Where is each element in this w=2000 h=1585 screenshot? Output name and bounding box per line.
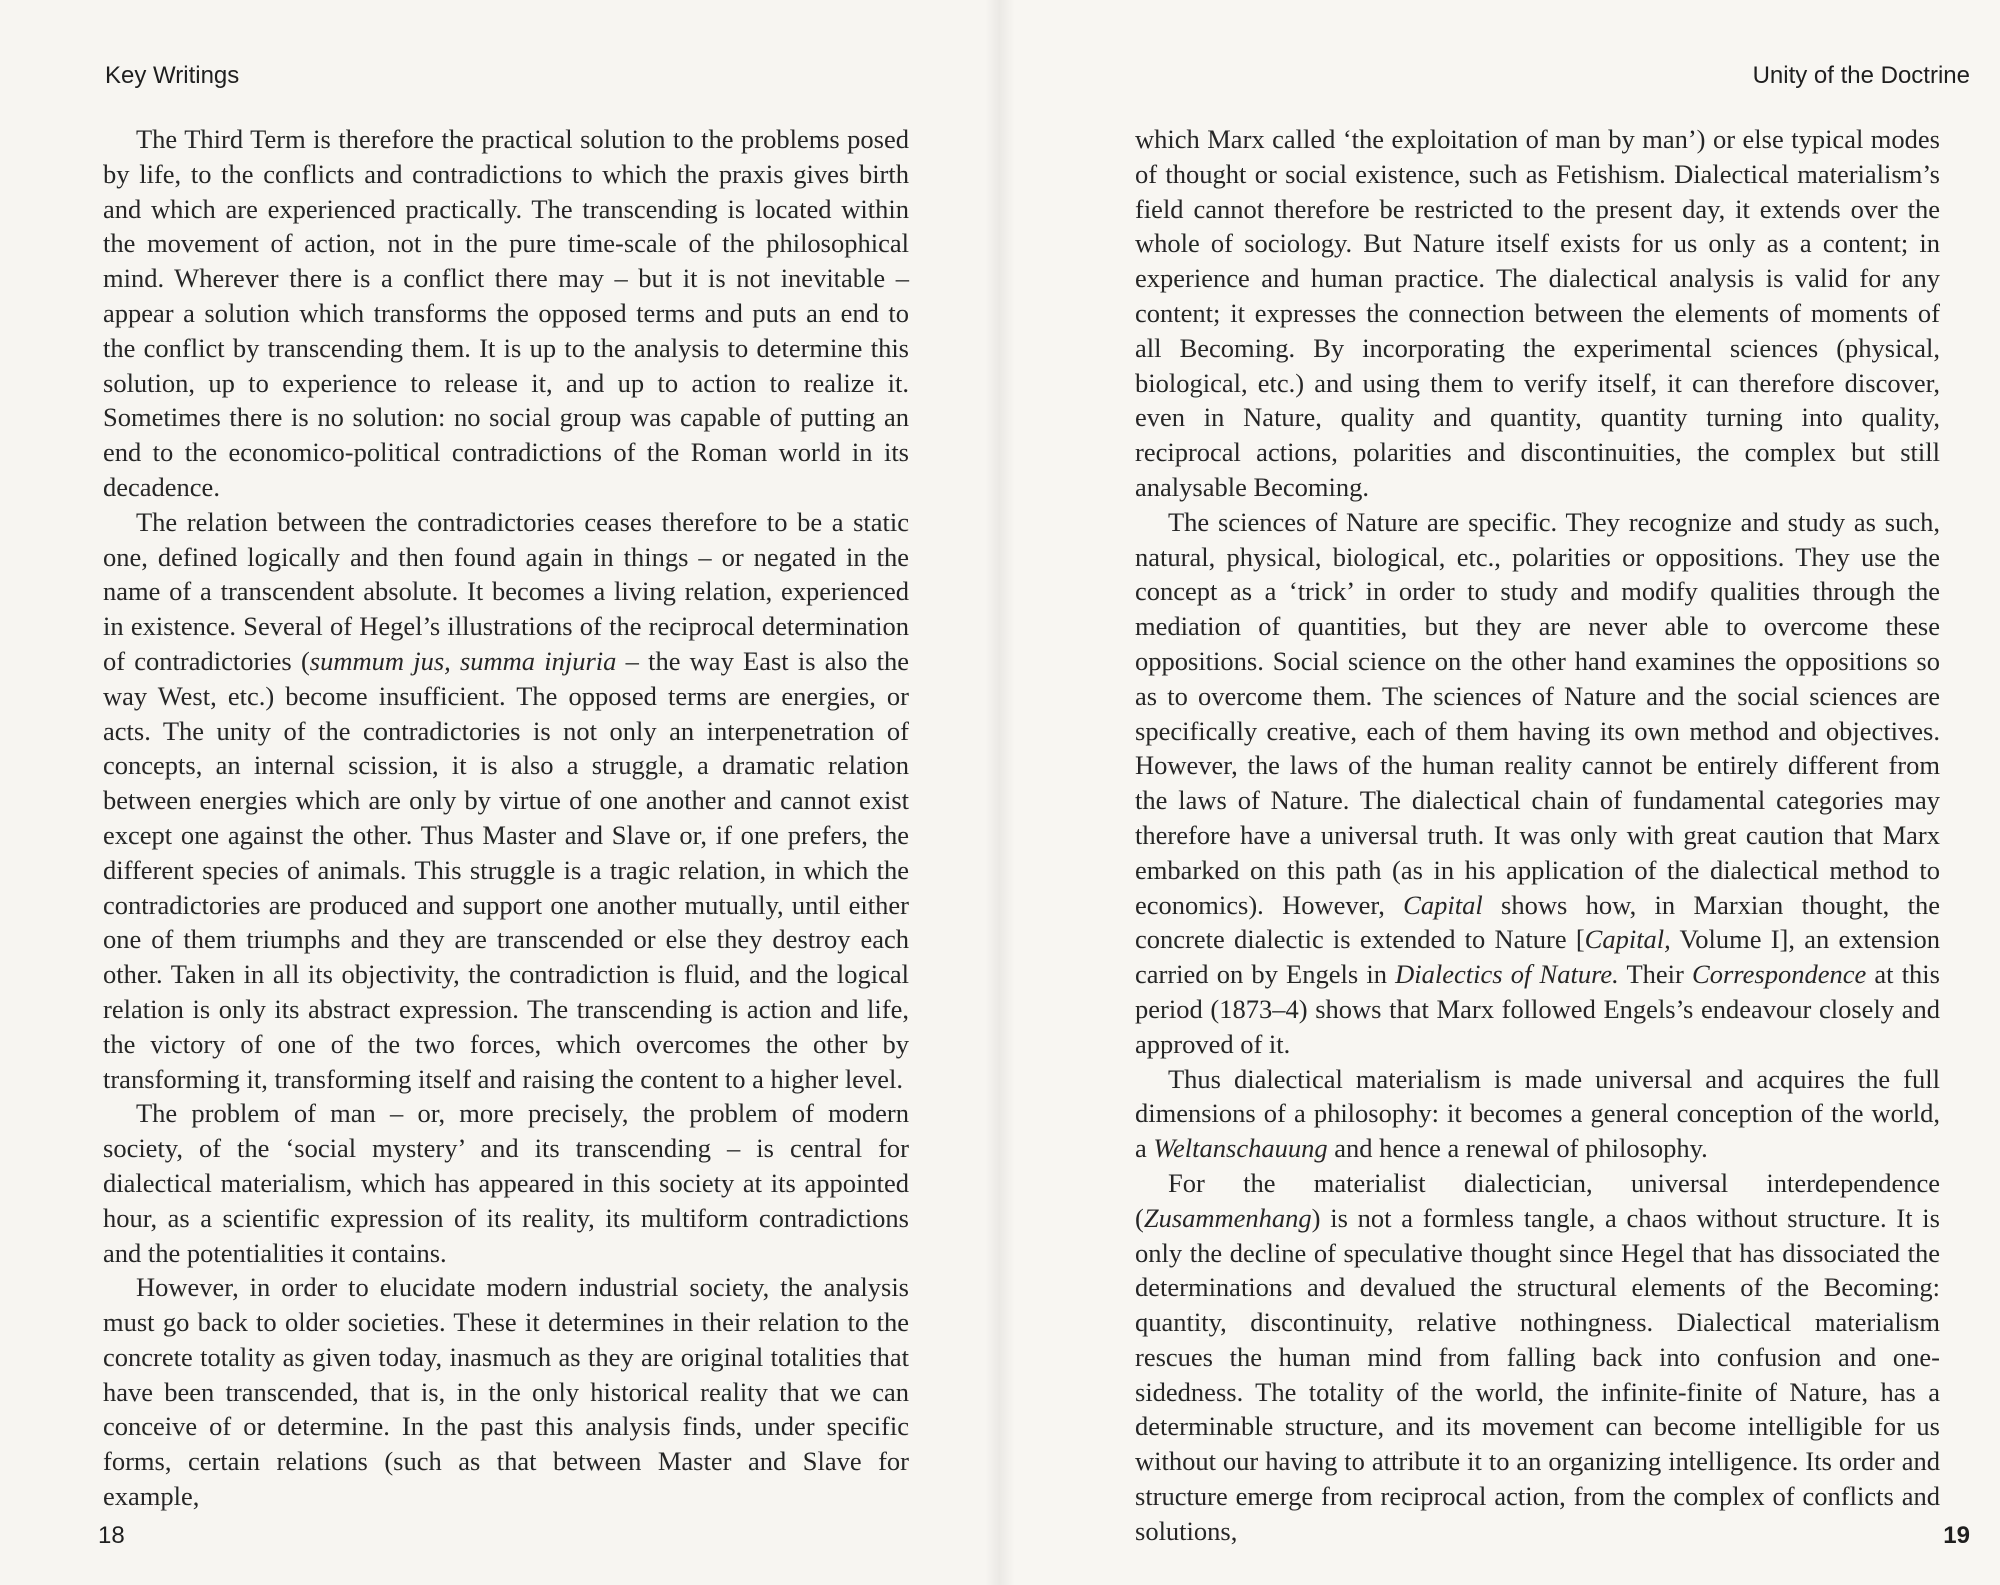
text-run: which Marx called ‘the exploitation of man by man’) or else typical modes of thought or social existence, such as Fetishism. Dialectical materialism’s field cannot therefore be restricted to the present day, it extends over the whole of sociology. But Nature itself exists for us only as a content; in experience and human practice. The dialectical analysis is valid for any content; it expresses the connection between the elements of moments of all Becoming. By incorporating the experimental sciences (physical, biological, etc.) and using them to verify itself, it can therefore discover, even in Nature, quality and quantity, quantity turning into quality, reciprocal actions, polarities and discontinuities, the complex but still analysable Becoming.	[1135, 124, 1940, 502]
running-head-right: Unity of the Doctrine	[1752, 62, 1970, 89]
text-run: The Third Term is therefore the practical solution to the problems posed by life, to the conflicts and contradictions to which the praxis gives birth and which are experienced practically. The transcending is located within the movement of action, not in the pure time-scale of the philosophical mind. Wherever there is a conflict there may – but it is not inevitable – appear a solution which transforms the opposed terms and puts an end to the conflict by transcending them. It is up to the analysis to determine this solution, up to experience to release it, and up to action to realize it. Sometimes there is no solution: no social group was capable of putting an end to the economico-political contradictions of the Roman world in its decadence.	[103, 124, 909, 502]
paragraph	[103, 505, 909, 1097]
paragraph	[103, 1270, 909, 1514]
right-page	[1000, 0, 2000, 1585]
page-number-left: 18	[98, 1522, 125, 1549]
text-run: shows how, in Marxian thought, the concrete dialectic is extended to Nature [	[1135, 889, 1940, 955]
italic-run: Correspondence	[1692, 959, 1867, 990]
text-run: The sciences of Nature are specific. They recognize and study as such, natural, physical, biological, etc., polarities or oppositions. They use the concept as a ‘trick’ in order to study and modify qualities through the mediation of quantities, but they are never able to overcome these oppositions. Social science on the other hand examines the oppositions so as to overcome them. The sciences of Nature and the social sciences are specifically creative, each of them having its own method and objectives. However, the laws of the human reality cannot be entirely different from the laws of Nature. The dialectical chain of fundamental categories may therefore have a universal truth. It was only with great caution that Marx embarked on this path (as in his application of the dialectical method to economics). However,	[1135, 506, 1940, 920]
book-gutter	[985, 0, 1015, 1585]
italic-run: Weltanschauung	[1153, 1133, 1328, 1164]
paragraph	[1135, 122, 1940, 505]
text-run: – the way East is also the way West, etc.) become insufficient. The opposed terms are energies, or acts. The unity of the contradictories is not only an interpenetration of concepts, an internal scission, it is also a struggle, a dramatic relation between energies which are only by virtue of one another and cannot exist except one against the other. Thus Master and Slave or, if one prefers, the different species of animals. This struggle is a tragic relation, in which the contradictories are produced and support one another mutually, until either one of them triumphs and they are transcended or else they destroy each other. Taken in all its objectivity, the contradiction is fluid, and the logical relation is only its abstract expression. The transcending is action and life, the victory of one of the two forces, which overcomes the other by transforming it, transforming itself and raising the content to a higher level.	[103, 645, 909, 1094]
text-run: The problem of man – or, more precisely, the problem of modern society, of the ‘social mystery’ and its transcending – is central for dialectical materialism, which has appeared in this society at its appointed hour, as a scientific expression of its reality, its multiform contradictions and the potentialities it contains.	[103, 1098, 909, 1268]
text-run: Thus dialectical materialism is made universal and acquires the full dimensions of a philosophy: it becomes a general conception of the world, a	[1135, 1063, 1940, 1164]
text-run: Their	[1618, 959, 1693, 990]
paragraph	[103, 1096, 909, 1270]
running-head-left: Key Writings	[105, 62, 240, 89]
text-run: Volume I], an extension carried on by Engels in	[1135, 924, 1940, 990]
italic-run: Zusammenhang	[1143, 1202, 1312, 1233]
paragraph	[103, 122, 909, 505]
body-text-right	[1135, 122, 1940, 1549]
paragraph	[1135, 1166, 1940, 1549]
text-run: However, in order to elucidate modern industrial society, the analysis must go back to older societies. These it determines in their relation to the concrete totality as given today, inasmuch as they are original totalities that have been transcended, that is, in the only historical reality that we can conceive of or determine. In the past this analysis finds, under specific forms, certain relations (such as that between Master and Slave for example,	[103, 1272, 909, 1512]
body-text-left	[103, 122, 909, 1514]
text-run: The relation between the contradictories ceases therefore to be a static one, defined logically and then found again in things – or negated in the name of a transcendent absolute. It becomes a living relation, experienced in existence. Several of Hegel’s illustrations of the reciprocal determination of contradictories (	[103, 506, 909, 676]
italic-run: Capital	[1403, 889, 1483, 920]
italic-run: Capital,	[1584, 924, 1671, 955]
page-number-right: 19	[1943, 1522, 1970, 1549]
italic-run: summum jus, summa injuria	[309, 645, 617, 676]
paragraph	[1135, 1062, 1940, 1166]
text-run: ) is not a formless tangle, a chaos without structure. It is only the decline of speculative thought since Hegel that has dissociated the determinations and devalued the structural elements of the Becoming: quantity, discontinuity, relative nothingness. Dialectical materialism rescues the human mind from falling back into confusion and one-sidedness. The totality of the world, the infinite-finite of Nature, has a determinable structure, and its movement can become intelligible for us without our having to attribute it to an organizing intelligence. Its order and structure emerge from reciprocal action, from the complex of conflicts and solutions,	[1135, 1202, 1940, 1546]
italic-run: Dialectics of Nature.	[1395, 959, 1619, 990]
paragraph	[1135, 505, 1940, 1062]
text-run: For the materialist dialectician, universal interdependence (	[1135, 1167, 1940, 1233]
text-run: at this period (1873–4) shows that Marx followed Engels’s endeavour closely and approved of it.	[1135, 959, 1940, 1059]
text-run: and hence a renewal of philosophy.	[1327, 1133, 1708, 1164]
